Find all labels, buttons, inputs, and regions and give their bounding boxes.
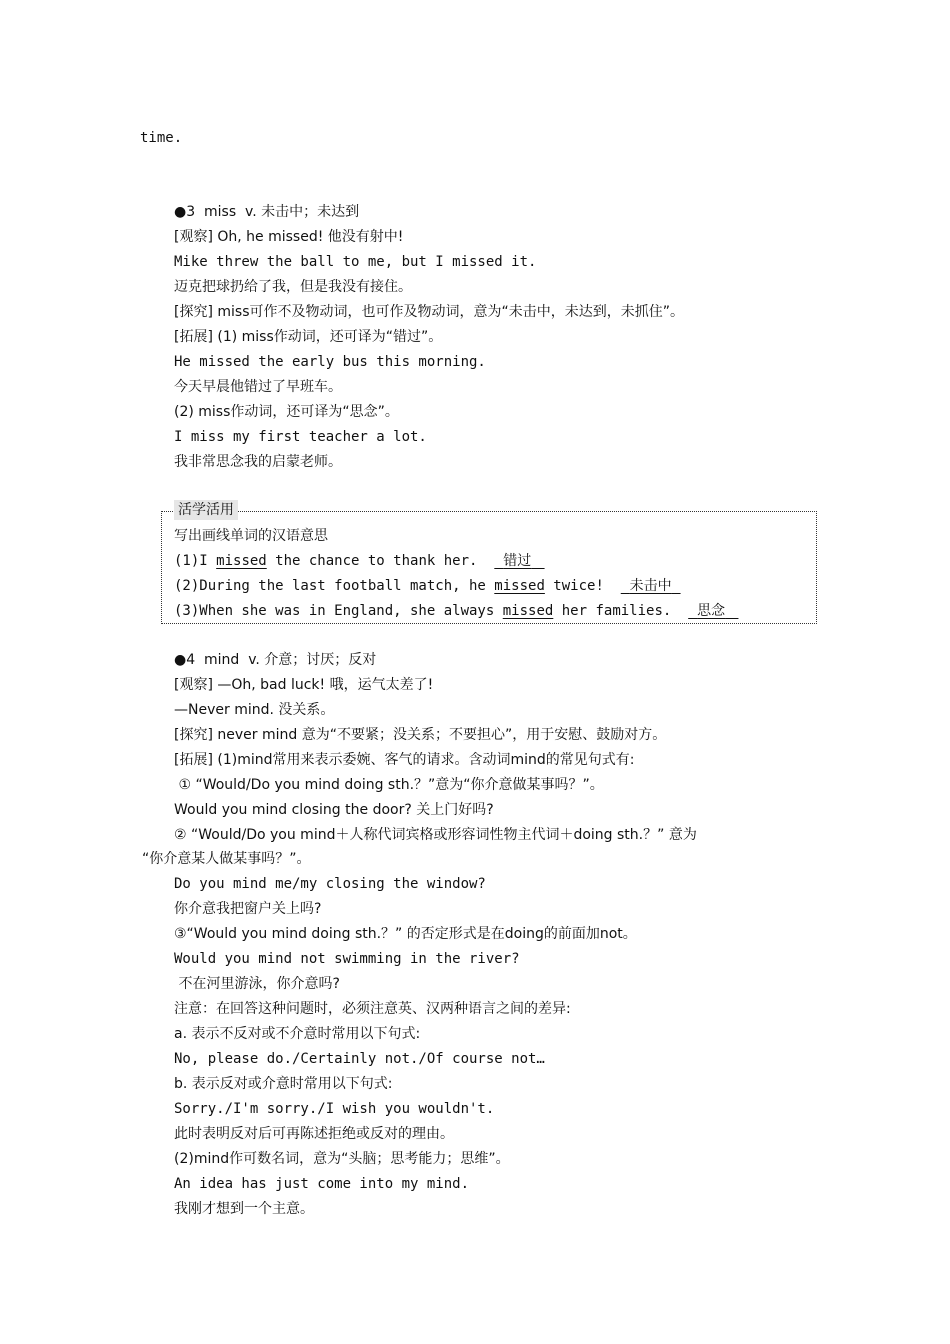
exercise-item-prefix: (1)I [174, 553, 217, 569]
section4-note: 注意：在回答这种问题时，必须注意英、汉两种语言之间的差异: [174, 1001, 571, 1017]
section4-pattern2-example-zh: 你介意我把窗户关上吗? [174, 901, 322, 917]
section3-explore: [探究] miss可作不及物动词，也可作及物动词，意为“未击中，未达到，未抓住”。 [174, 304, 684, 320]
section4-note-a: a. 表示不反对或不介意时常用以下句式: [174, 1026, 421, 1042]
exercise-item-suffix: twice! [544, 578, 604, 594]
exercise-underlined-word: missed [216, 553, 267, 569]
section4-heading: ●4 mind v. 介意；讨厌；反对 [174, 652, 377, 668]
exercise-item [174, 576, 681, 596]
section3-extend2: (2) miss作动词，还可译为“思念”。 [174, 404, 399, 420]
exercise-item-suffix: her families. [553, 603, 672, 619]
section3-heading: ●3 miss v. 未击中；未达到 [174, 204, 360, 220]
section3-example1-en: Mike threw the ball to me, but I missed it. [174, 254, 537, 270]
section3-observe: [观察] Oh, he missed! 他没有射中! [174, 229, 404, 245]
section4-note-b: b. 表示反对或介意时常用以下句式: [174, 1076, 393, 1092]
section4-note-b-example: Sorry./I'm sorry./I wish you wouldn't. [174, 1101, 495, 1117]
section4-observe2: —Never mind. 没关系。 [174, 702, 335, 718]
section3-example2-zh: 今天早晨他错过了早班车。 [174, 379, 342, 395]
section4-extend2-example-en: An idea has just come into my mind. [174, 1176, 470, 1192]
section4-pattern1-example: Would you mind closing the door? 关上门好吗? [174, 802, 494, 818]
exercise-answer-text: 错过 [503, 553, 532, 569]
section3-example3-zh: 我非常思念我的启蒙老师。 [174, 454, 342, 470]
exercise-answer [494, 551, 544, 571]
section3-example3-en: I miss my first teacher a lot. [174, 429, 427, 445]
exercise-instruction: 写出画线单词的汉语意思 [174, 528, 328, 544]
section3-example1-zh: 迈克把球扔给了我，但是我没有接住。 [174, 279, 412, 295]
exercise-item [174, 601, 738, 621]
section3-extend1: [拓展] (1) miss作动词，还可译为“错过”。 [174, 329, 443, 345]
exercise-item-prefix: (3)When she was in England, she always [174, 603, 503, 619]
section4-extend: [拓展] (1)mind常用来表示委婉、客气的请求。含动词mind的常见句式有: [174, 752, 635, 768]
exercise-item-suffix: the chance to thank her. [266, 553, 478, 569]
exercise-title: 活学活用 [174, 500, 238, 520]
exercise-item [174, 551, 545, 571]
section4-explore: [探究] never mind 意为“不要紧；没关系；不要担心”，用于安慰、鼓励对方。 [174, 727, 667, 743]
exercise-underlined-word: missed [494, 578, 545, 594]
section4-pattern2-example-en: Do you mind me/my closing the window? [174, 876, 486, 892]
exercise-answer-text: 思念 [697, 603, 726, 619]
section4-observe1: [观察] —Oh, bad luck! 哦，运气太差了! [174, 677, 434, 693]
section4-note-b-after: 此时表明反对后可再陈述拒绝或反对的理由。 [174, 1126, 454, 1142]
section4-extend2-example-zh: 我刚才想到一个主意。 [174, 1201, 314, 1217]
section4-pattern3-example-en: Would you mind not swimming in the river? [174, 951, 520, 967]
section4-note-a-example: No, please do./Certainly not./Of course not… [174, 1051, 545, 1067]
section4-pattern3: ③“Would you mind doing sth.？” 的否定形式是在doing的前面加not。 [174, 926, 637, 942]
exercise-underlined-word: missed [502, 603, 554, 619]
section3-example2-en: He missed the early bus this morning. [174, 354, 486, 370]
top-fragment: time. [140, 130, 183, 146]
exercise-answer [621, 576, 681, 596]
section4-pattern3-example-zh: 不在河里游泳，你介意吗? [174, 976, 340, 992]
exercise-item-prefix: (2)During the last football match, he [174, 578, 495, 594]
section4-extend2: (2)mind作可数名词，意为“头脑；思考能力；思维”。 [174, 1151, 510, 1167]
section4-pattern1: ① “Would/Do you mind doing sth.？”意为“你介意做某事吗？”。 [174, 777, 604, 793]
exercise-answer-text: 未击中 [629, 578, 672, 594]
section4-pattern2: ② “Would/Do you mind＋人称代词宾格或形容词性物主代词＋doing sth.？” 意为 [174, 827, 697, 843]
section4-pattern2-cont: “你介意某人做某事吗？”。 [142, 851, 311, 867]
exercise-answer [688, 601, 738, 621]
